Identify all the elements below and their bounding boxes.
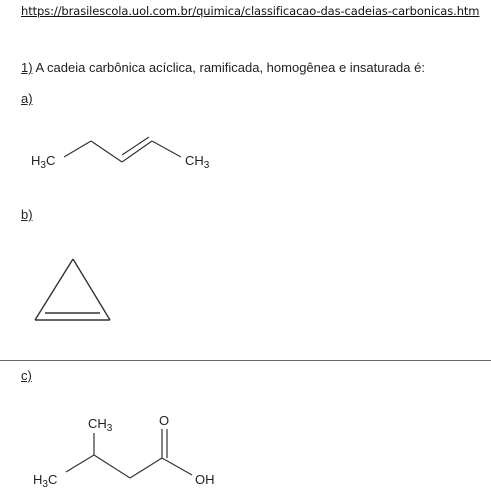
option-a-right-group: $CH_3$ [185,153,210,171]
option-c-left-group: $H_3C$ [33,472,58,490]
bond-c3 [130,458,162,478]
bond-c-oh [162,458,192,475]
option-a-label[interactable]: a) [21,91,33,106]
option-c-label[interactable]: c) [21,368,32,383]
option-c-methyl: $CH_3$ [88,416,113,434]
question-text: A cadeia carbônica acíclica, ramificada, homogênea e insaturada é: [32,60,425,75]
bond-c1 [66,455,94,472]
bond-c2 [94,455,130,478]
option-a-left-group: $H_3C$ [31,153,56,171]
source-url-link[interactable]: https://brasilescola.uol.com.br/quimica/classificacao-das-cadeias-carbonicas.htm [21,4,480,18]
option-b-label[interactable]: b) [21,207,33,222]
question-number: 1) [21,60,33,75]
option-c-hydroxyl: OH [195,472,215,487]
option-c-oxygen: O [159,413,170,428]
